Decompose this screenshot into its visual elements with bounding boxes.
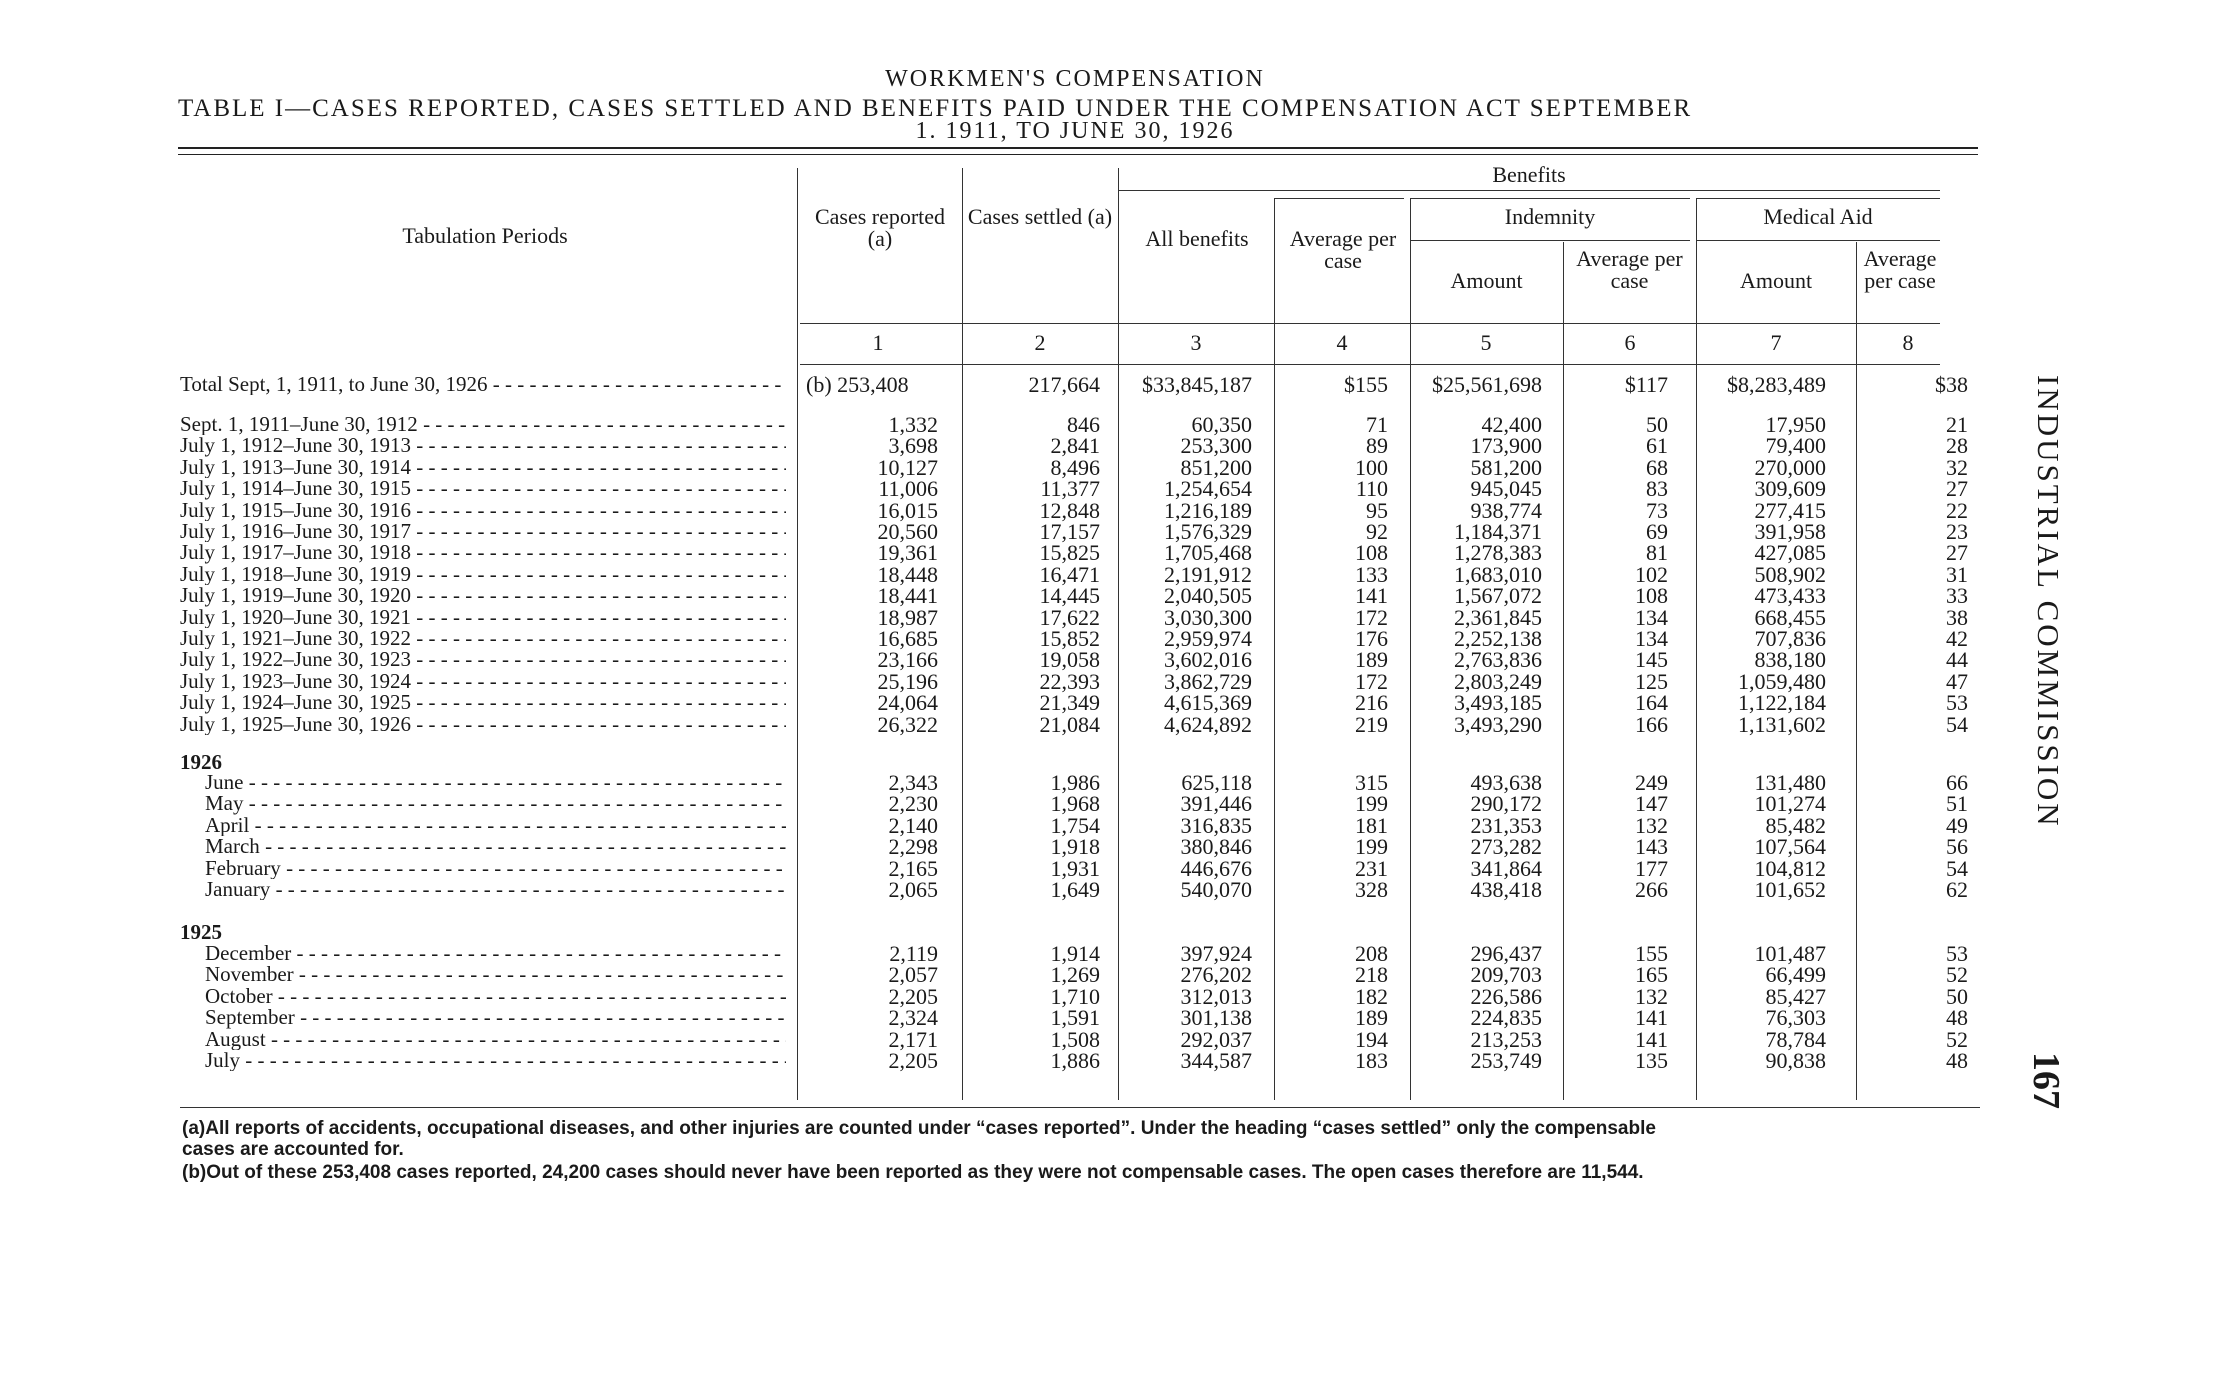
table-cell: 1,683,010	[1454, 561, 1542, 587]
table-cell: 290,172	[1470, 791, 1542, 817]
table-cell: 1,278,383	[1454, 540, 1542, 566]
table-cell: 8,496	[1050, 454, 1100, 480]
table-cell: 83	[1646, 476, 1668, 502]
table-cell: 189	[1355, 1005, 1388, 1031]
table-cell: 1,986	[1050, 770, 1100, 795]
table-cell: 1,332	[888, 412, 938, 437]
table-cell: 110	[1355, 476, 1388, 502]
table-cell: 2,140	[888, 812, 938, 838]
table-cell: 2,298	[888, 834, 938, 860]
table-cell: 54	[1946, 855, 1968, 881]
table-cell: 18,987	[877, 604, 938, 630]
year-heading: 1925	[180, 920, 222, 944]
table-cell: 2,119	[889, 941, 938, 966]
table-cell: 15,852	[1039, 626, 1100, 651]
table-cell: 473,433	[1754, 583, 1826, 609]
table-cell: 50	[1646, 412, 1668, 437]
table-cell: 266	[1635, 877, 1668, 902]
table-cell: 945,045	[1470, 476, 1542, 502]
table-cell: 1,931	[1050, 855, 1100, 881]
table-cell: 52	[1946, 1026, 1968, 1052]
row-label: December - - -	[205, 943, 786, 964]
header-indemnity-amount: Amount	[1450, 268, 1523, 293]
table-cell: 143	[1635, 834, 1668, 860]
table-cell: 132	[1635, 983, 1668, 1009]
table-cell: 78,784	[1765, 1026, 1826, 1052]
row-label: August - - -	[205, 1029, 786, 1050]
table-cell: 2,191,912	[1164, 561, 1252, 587]
table-cell: 166	[1635, 711, 1668, 737]
table-cell: 131,480	[1754, 770, 1826, 795]
table-cell: 296,437	[1470, 941, 1542, 966]
table-cell: 1,184,371	[1454, 519, 1542, 544]
table-cell: 182	[1355, 983, 1388, 1009]
table-cell: 42	[1946, 626, 1968, 651]
row-label: Sept. 1, 1911–June 30, 1912 - - -	[180, 414, 786, 435]
table-cell: 1,254,654	[1164, 476, 1252, 502]
table-cell: 1,886	[1050, 1048, 1100, 1073]
table-cell: 107,564	[1754, 834, 1826, 860]
table-cell: 253,300	[1180, 433, 1252, 459]
table-cell: 1,131,602	[1738, 711, 1826, 737]
column-number: 5	[1480, 330, 1492, 355]
table-cell: 2,959,974	[1164, 626, 1252, 651]
footnote-a: (a)All reports of accidents, occupational diseases, and other injuries are counted under “cases reported”. Under the heading “cases settled” only the compensable	[182, 1118, 1656, 1139]
table-cell: 141	[1635, 1026, 1668, 1052]
table-cell: 54	[1946, 711, 1968, 737]
table-cell: 224,835	[1470, 1005, 1542, 1031]
table-cell: 60,350	[1191, 412, 1252, 437]
table-cell: 22	[1946, 497, 1968, 523]
table-cell: 23	[1946, 519, 1968, 544]
table-cell: 18,441	[877, 583, 938, 609]
table-cell: 27	[1946, 540, 1968, 566]
table-cell: 53	[1946, 941, 1968, 966]
table-cell: 2,230	[888, 791, 938, 817]
table-cell: 66,499	[1765, 962, 1826, 988]
table-cell: 95	[1366, 497, 1388, 523]
table-cell: 1,059,480	[1738, 668, 1826, 694]
table-cell: 315	[1355, 770, 1388, 795]
table-cell: 2,803,249	[1454, 668, 1542, 694]
table-cell: 71	[1366, 412, 1388, 437]
table-cell: 540,070	[1180, 877, 1252, 902]
header-medical-average: Average per case	[1863, 246, 1937, 293]
row-label: November - - -	[205, 964, 786, 985]
table-cell: 276,202	[1180, 962, 1252, 988]
row-label: Total Sept, 1, 1911, to June 30, 1926 - - -	[180, 374, 786, 395]
table-cell: 851,200	[1180, 454, 1252, 480]
table-cell: 19,058	[1039, 647, 1100, 673]
table-cell: 4,615,369	[1164, 690, 1252, 716]
table-cell: 132	[1635, 812, 1668, 838]
table-cell: 301,138	[1180, 1005, 1252, 1031]
table-cell: 218	[1355, 962, 1388, 988]
table-cell: 51	[1946, 791, 1968, 817]
table-cell: 27	[1946, 476, 1968, 502]
table-cell: 292,037	[1180, 1026, 1252, 1052]
document-title: WORKMEN'S COMPENSATION	[885, 66, 1265, 92]
table-cell: 3,030,300	[1164, 604, 1252, 630]
table-cell: 52	[1946, 962, 1968, 988]
table-cell: 208	[1355, 941, 1388, 966]
table-cell: 22,393	[1039, 668, 1100, 694]
page-number: 167	[2025, 1052, 2067, 1109]
table-cell: 21,084	[1039, 711, 1100, 737]
table-cell: 3,698	[888, 433, 938, 459]
table-cell: 92	[1366, 519, 1388, 544]
table-cell: 56	[1946, 834, 1968, 860]
table-cell: 85,427	[1765, 983, 1826, 1009]
table-cell: 1,269	[1050, 962, 1100, 988]
row-label: July 1, 1920–June 30, 1921 - - -	[180, 607, 786, 628]
table-cell: 66	[1946, 770, 1968, 795]
table-cell: 493,638	[1470, 770, 1542, 795]
table-cell: 18,448	[877, 561, 938, 587]
header-medical-aid: Medical Aid	[1763, 204, 1873, 229]
table-cell: 10,127	[877, 454, 938, 480]
table-cell: 273,282	[1470, 834, 1542, 860]
table-cell: 380,846	[1180, 834, 1252, 860]
table-cell: 21	[1946, 412, 1968, 437]
column-number: 1	[872, 330, 884, 355]
side-running-head: INDUSTRIAL COMMISSION	[2031, 375, 2066, 829]
table-cell: 312,013	[1180, 983, 1252, 1009]
table-cell: 341,864	[1470, 855, 1542, 881]
table-cell: 101,652	[1754, 877, 1826, 902]
table-cell: 11,377	[1040, 476, 1100, 502]
header-cases-settled: Cases settled (a)	[967, 204, 1113, 229]
table-cell: 165	[1635, 962, 1668, 988]
table-cell: 48	[1946, 1005, 1968, 1031]
table-cell: 16,015	[877, 497, 938, 523]
table-cell: 25,196	[877, 668, 938, 694]
table-cell: 53	[1946, 690, 1968, 716]
table-cell: 1,576,329	[1164, 519, 1252, 544]
table-cell: 4,624,892	[1164, 711, 1252, 737]
table-cell: 134	[1635, 626, 1668, 651]
row-label: April - - -	[205, 815, 786, 836]
table-cell: 104,812	[1754, 855, 1826, 881]
table-cell: 50	[1946, 983, 1968, 1009]
table-cell: 69	[1646, 519, 1668, 544]
row-label: March - - -	[205, 836, 786, 857]
table-cell: 68	[1646, 454, 1668, 480]
header-indemnity: Indemnity	[1504, 204, 1596, 229]
row-label: July 1, 1917–June 30, 1918 - - -	[180, 542, 786, 563]
table-cell: 838,180	[1754, 647, 1826, 673]
table-title-line2: 1. 1911, TO JUNE 30, 1926	[915, 118, 1235, 144]
table-cell: 135	[1635, 1048, 1668, 1073]
table-cell: 108	[1635, 583, 1668, 609]
table-cell: 20,560	[877, 519, 938, 544]
table-cell: 938,774	[1470, 497, 1542, 523]
footnote-b: (b)Out of these 253,408 cases reported, 24,200 cases should never have been reported as they were not compensable cases. The open cases therefore are 11,544.	[182, 1162, 1644, 1183]
table-cell: 2,065	[888, 877, 938, 902]
table-cell: 19,361	[877, 540, 938, 566]
table-cell: 172	[1355, 604, 1388, 630]
column-number: 6	[1624, 330, 1636, 355]
table-cell: 199	[1355, 834, 1388, 860]
table-cell: 89	[1366, 433, 1388, 459]
table-cell: 1,649	[1050, 877, 1100, 902]
row-label: July 1, 1918–June 30, 1919 - - -	[180, 564, 786, 585]
table-cell: 183	[1355, 1048, 1388, 1073]
table-cell: 26,322	[877, 711, 938, 737]
table-cell: 15,825	[1039, 540, 1100, 566]
table-cell: 2,171	[888, 1026, 938, 1052]
table-cell: 2,165	[888, 855, 938, 881]
row-label: July 1, 1916–June 30, 1917 - - -	[180, 521, 786, 542]
table-cell: 12,848	[1039, 497, 1100, 523]
table-cell: 1,705,468	[1164, 540, 1252, 566]
table-cell: 2,763,836	[1454, 647, 1542, 673]
table-cell: 438,418	[1470, 877, 1542, 902]
table-cell: 17,157	[1039, 519, 1100, 544]
table-cell: 11,006	[878, 476, 938, 502]
table-cell: 1,968	[1050, 791, 1100, 817]
table-cell: 100	[1355, 454, 1388, 480]
table-cell: 73	[1646, 497, 1668, 523]
table-cell: 2,343	[888, 770, 938, 795]
table-cell: $155	[1344, 372, 1388, 397]
table-cell: 277,415	[1754, 497, 1826, 523]
table-cell: 668,455	[1754, 604, 1826, 630]
year-heading: 1926	[180, 750, 222, 774]
row-label: July 1, 1914–June 30, 1915 - - -	[180, 478, 786, 499]
header-indemnity-average: Average per case	[1576, 246, 1683, 293]
table-cell: 209,703	[1470, 962, 1542, 988]
table-cell: 253,749	[1470, 1048, 1542, 1073]
table-cell: 101,487	[1754, 941, 1826, 966]
header-tabulation-periods: Tabulation Periods	[402, 223, 568, 248]
table-cell: 219	[1355, 711, 1388, 737]
table-cell: 28	[1946, 433, 1968, 459]
table-cell: 2,841	[1050, 433, 1100, 459]
table-cell: 81	[1646, 540, 1668, 566]
table-cell: 3,493,185	[1454, 690, 1542, 716]
table-cell: 16,471	[1039, 561, 1100, 587]
row-label: September - - -	[205, 1007, 786, 1028]
table-cell: 3,493,290	[1454, 711, 1542, 737]
table-cell: 1,567,072	[1454, 583, 1542, 609]
table-cell: 3,862,729	[1164, 668, 1252, 694]
table-cell: 23,166	[877, 647, 938, 673]
row-label: July 1, 1924–June 30, 1925 - - -	[180, 692, 786, 713]
table-cell: 47	[1946, 668, 1968, 694]
table-cell: 427,085	[1754, 540, 1826, 566]
table-cell: 2,057	[888, 962, 938, 988]
table-cell: 49	[1946, 812, 1968, 838]
table-cell: 2,205	[888, 983, 938, 1009]
table-cell: 231,353	[1470, 812, 1542, 838]
table-cell: 2,361,845	[1454, 604, 1542, 630]
table-cell: 625,118	[1181, 770, 1252, 795]
table-cell: $117	[1624, 372, 1668, 397]
row-label: July 1, 1913–June 30, 1914 - - -	[180, 457, 786, 478]
table-cell: 44	[1946, 647, 1968, 673]
table-cell: $25,561,698	[1432, 372, 1542, 397]
table-cell: 446,676	[1180, 855, 1252, 881]
table-cell: 1,914	[1050, 941, 1100, 966]
column-number: 4	[1336, 330, 1348, 355]
table-cell: 391,446	[1180, 791, 1252, 817]
table-cell: 1,918	[1050, 834, 1100, 860]
table-cell: 31	[1946, 561, 1968, 587]
table-cell: 33	[1946, 583, 1968, 609]
table-cell: 2,040,505	[1164, 583, 1252, 609]
table-cell: 508,902	[1754, 561, 1826, 587]
top-rule-thin	[178, 154, 1978, 155]
table-cell: 1,710	[1050, 983, 1100, 1009]
table-cell: 231	[1355, 855, 1388, 881]
table-cell: 21,349	[1039, 690, 1100, 716]
table-cell: 249	[1635, 770, 1668, 795]
table-cell: 316,835	[1180, 812, 1252, 838]
table-cell: 173,900	[1470, 433, 1542, 459]
table-cell: 226,586	[1470, 983, 1542, 1009]
table-cell: 177	[1635, 855, 1668, 881]
table-cell: $33,845,187	[1142, 372, 1252, 397]
table-title-line1: TABLE I—CASES REPORTED, CASES SETTLED AND BENEFITS PAID UNDER THE COMPENSATION ACT SEPTEMBER	[178, 95, 1693, 122]
row-label: May - - -	[205, 793, 786, 814]
table-cell: 102	[1635, 561, 1668, 587]
table-cell: 14,445	[1039, 583, 1100, 609]
table-cell: 101,274	[1754, 791, 1826, 817]
header-medical-amount: Amount	[1739, 268, 1813, 293]
header-all-benefits: All benefits	[1145, 226, 1249, 251]
table-cell: 79,400	[1765, 433, 1826, 459]
table-cell: 189	[1355, 647, 1388, 673]
table-cell: 141	[1355, 583, 1388, 609]
table-cell: 155	[1635, 941, 1668, 966]
row-label: January - - -	[205, 879, 786, 900]
table-cell: 309,609	[1754, 476, 1826, 502]
table-cell: 48	[1946, 1048, 1968, 1073]
table-cell: 270,000	[1754, 454, 1826, 480]
row-label: July 1, 1925–June 30, 1926 - - -	[180, 714, 786, 735]
row-label: July 1, 1915–June 30, 1916 - - -	[180, 500, 786, 521]
column-number: 8	[1902, 330, 1914, 355]
table-cell: 199	[1355, 791, 1388, 817]
table-cell: 42,400	[1481, 412, 1542, 437]
table-cell: 24,064	[877, 690, 938, 716]
table-cell: 16,685	[877, 626, 938, 651]
table-cell: 213,253	[1470, 1026, 1542, 1052]
row-label: July 1, 1919–June 30, 1920 - - -	[180, 585, 786, 606]
table-cell: 1,754	[1050, 812, 1100, 838]
table-cell: 707,836	[1754, 626, 1826, 651]
table-cell: 391,958	[1754, 519, 1826, 544]
top-rule	[178, 147, 1978, 149]
column-number: 3	[1190, 330, 1202, 355]
table-cell: 172	[1355, 668, 1388, 694]
table-cell: 145	[1635, 647, 1668, 673]
table-cell: 328	[1355, 877, 1388, 902]
table-cell: 181	[1355, 812, 1388, 838]
table-cell: 17,622	[1039, 604, 1100, 630]
row-label: July - - -	[205, 1050, 786, 1071]
table-cell: 125	[1635, 668, 1668, 694]
table-cell: $38	[1935, 372, 1968, 397]
table-cell: 176	[1355, 626, 1388, 651]
table-cell: 846	[1067, 412, 1100, 437]
header-benefits: Benefits	[1492, 162, 1566, 187]
footnote-a-cont: cases are accounted for.	[182, 1139, 404, 1160]
table-cell: 134	[1635, 604, 1668, 630]
table-cell: 141	[1635, 1005, 1668, 1031]
table-cell: 32	[1946, 454, 1968, 480]
table-cell: $8,283,489	[1727, 372, 1826, 397]
table-cell: 17,950	[1765, 412, 1826, 437]
table-cell: 1,122,184	[1738, 690, 1826, 716]
column-number: 2	[1034, 330, 1046, 355]
table-cell: 147	[1635, 791, 1668, 817]
table-cell: 581,200	[1470, 454, 1542, 480]
table-cell: 397,924	[1180, 941, 1252, 966]
table-cell: 76,303	[1765, 1005, 1826, 1031]
table-cell: 217,664	[1028, 372, 1100, 397]
table-cell: 62	[1946, 877, 1968, 902]
row-label: October - - -	[205, 986, 786, 1007]
table-cell: 108	[1355, 540, 1388, 566]
table-cell: 164	[1635, 690, 1668, 716]
table-cell: 38	[1946, 604, 1968, 630]
table-cell: (b) 253,408	[806, 372, 909, 397]
table-cell: 1,216,189	[1164, 497, 1252, 523]
table-cell: 194	[1355, 1026, 1388, 1052]
row-label: July 1, 1921–June 30, 1922 - - -	[180, 628, 786, 649]
table-cell: 85,482	[1765, 812, 1826, 838]
table-cell: 1,508	[1050, 1026, 1100, 1052]
row-label: July 1, 1922–June 30, 1923 - - -	[180, 649, 786, 670]
table-cell: 216	[1355, 690, 1388, 716]
row-label: July 1, 1923–June 30, 1924 - - -	[180, 671, 786, 692]
header-cases-reported: Cases reported (a)	[814, 204, 946, 251]
table-cell: 2,252,138	[1454, 626, 1542, 651]
row-label: June - - -	[205, 772, 786, 793]
row-label: July 1, 1912–June 30, 1913 - - -	[180, 435, 786, 456]
table-cell: 3,602,016	[1164, 647, 1252, 673]
table-cell: 2,324	[888, 1005, 938, 1031]
table-cell: 2,205	[888, 1048, 938, 1073]
table-cell: 1,591	[1050, 1005, 1100, 1031]
header-average-per-case: Average per case	[1289, 226, 1397, 273]
table-cell: 90,838	[1765, 1048, 1826, 1073]
table-cell: 133	[1355, 561, 1388, 587]
column-number: 7	[1770, 330, 1782, 355]
table-cell: 344,587	[1180, 1048, 1252, 1073]
row-label: February - - -	[205, 858, 786, 879]
table-cell: 61	[1646, 433, 1668, 459]
